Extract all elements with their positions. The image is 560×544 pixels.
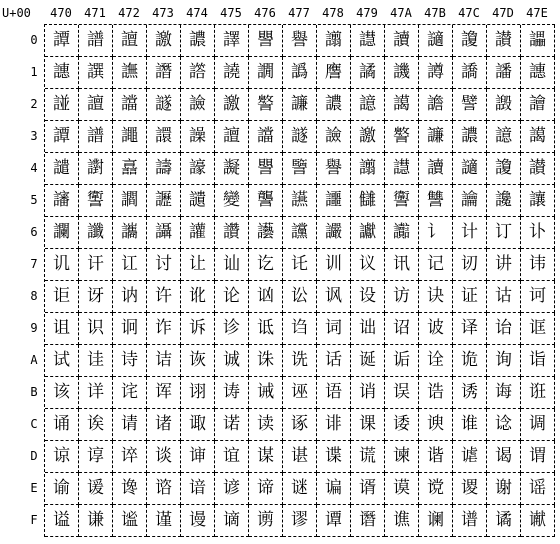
- glyph-cell: 谣: [521, 473, 555, 505]
- glyph-cell: 诖: [79, 345, 113, 377]
- glyph-cell: 诡: [453, 345, 487, 377]
- column-header: 47B: [424, 6, 446, 20]
- glyph-cell: 讉: [181, 185, 215, 217]
- glyph-cell: 讹: [181, 281, 215, 313]
- glyph-cell: 诉: [181, 313, 215, 345]
- column-header: 471: [84, 6, 106, 20]
- glyph-cell: 讖: [79, 217, 113, 249]
- glyph-cell: 诠: [419, 345, 453, 377]
- glyph-cell: 谁: [453, 409, 487, 441]
- glyph-cell: 谰: [419, 505, 453, 537]
- glyph-cell: 谦: [79, 505, 113, 537]
- glyph-cell: 诇: [113, 313, 147, 345]
- glyph-cell: 譽: [317, 153, 351, 185]
- glyph-cell: 诧: [113, 377, 147, 409]
- glyph-cell: 譬: [453, 89, 487, 121]
- glyph-cell: 讌: [283, 185, 317, 217]
- glyph-cell: 诐: [419, 313, 453, 345]
- glyph-cell: 讅: [45, 185, 79, 217]
- glyph-cell: 谏: [385, 441, 419, 473]
- glyph-cell: 譽: [283, 25, 317, 57]
- row-header: 8: [30, 289, 38, 303]
- glyph-cell: 诳: [521, 377, 555, 409]
- glyph-cell: 讁: [453, 153, 487, 185]
- glyph-cell: 诏: [385, 313, 419, 345]
- glyph-cell: 譨: [181, 25, 215, 57]
- glyph-cell: 谢: [487, 473, 521, 505]
- glyph-cell: 讯: [385, 249, 419, 281]
- glyph-cell: 谥: [45, 505, 79, 537]
- glyph-cell: 诙: [181, 345, 215, 377]
- glyph-cell: 讦: [79, 249, 113, 281]
- glyph-cell: 谉: [181, 441, 215, 473]
- column-header: 475: [220, 6, 242, 20]
- glyph-cell: 谞: [351, 473, 385, 505]
- glyph-cell: 讵: [45, 281, 79, 313]
- glyph-cell: 谳: [521, 505, 555, 537]
- glyph-cell: 讧: [113, 249, 147, 281]
- glyph-cell: 许: [147, 281, 181, 313]
- glyph-cell: 譚: [45, 25, 79, 57]
- glyph-cell: 诩: [181, 377, 215, 409]
- glyph-cell: 诓: [521, 313, 555, 345]
- glyph-cell: 诂: [487, 281, 521, 313]
- glyph-cell: 譝: [113, 121, 147, 153]
- column-header: 47E: [526, 6, 548, 20]
- glyph-cell: 譺: [215, 153, 249, 185]
- glyph-cell: 谧: [113, 505, 147, 537]
- glyph-cell: 讃: [521, 153, 555, 185]
- glyph-cell: 谙: [181, 473, 215, 505]
- glyph-cell: 譤: [147, 25, 181, 57]
- glyph-cell: 譵: [79, 153, 113, 185]
- glyph-cell: 譪: [521, 121, 555, 153]
- glyph-cell: 變: [215, 185, 249, 217]
- row-header: 1: [30, 65, 38, 79]
- glyph-cell: 谀: [419, 409, 453, 441]
- glyph-cell: 譖: [147, 57, 181, 89]
- glyph-cell: 诋: [249, 313, 283, 345]
- row-header: F: [30, 513, 38, 527]
- glyph-cell: 谕: [45, 473, 79, 505]
- glyph-cell: 诿: [385, 409, 419, 441]
- glyph-cell: 谍: [317, 441, 351, 473]
- glyph-cell: 谗: [113, 473, 147, 505]
- glyph-cell: 调: [521, 409, 555, 441]
- glyph-cell: 讝: [317, 217, 351, 249]
- glyph-cell: 讘: [147, 217, 181, 249]
- glyph-cell: 话: [317, 345, 351, 377]
- glyph-cell: 譩: [487, 121, 521, 153]
- glyph-cell: 诅: [45, 313, 79, 345]
- glyph-cell: 讲: [487, 249, 521, 281]
- glyph-cell: 谂: [487, 409, 521, 441]
- glyph-cell: 讠: [419, 217, 453, 249]
- glyph-cell: 譓: [45, 57, 79, 89]
- glyph-cell: 譌: [283, 57, 317, 89]
- glyph-cell: 诵: [45, 409, 79, 441]
- glyph-cell: 讂: [487, 153, 521, 185]
- glyph-cell: 讱: [453, 249, 487, 281]
- glyph-cell: 谆: [79, 441, 113, 473]
- glyph-cell: 譞: [147, 121, 181, 153]
- glyph-cell: 譹: [181, 153, 215, 185]
- glyph-cell: 讷: [113, 281, 147, 313]
- glyph-cell: 讟: [385, 217, 419, 249]
- glyph-cell: 讬: [283, 249, 317, 281]
- glyph-cell: 议: [351, 249, 385, 281]
- glyph-cell: 讎: [351, 185, 385, 217]
- glyph-cell: 该: [45, 377, 79, 409]
- glyph-cell: 譻: [249, 153, 283, 185]
- glyph-cell: 譥: [385, 121, 419, 153]
- glyph-cell: 譨: [453, 121, 487, 153]
- glyph-cell: 讜: [283, 217, 317, 249]
- glyph-cell: 误: [385, 377, 419, 409]
- glyph-cell: 详: [79, 377, 113, 409]
- glyph-cell: 谌: [283, 441, 317, 473]
- glyph-cell: 谋: [249, 441, 283, 473]
- glyph-cell: 试: [45, 345, 79, 377]
- row-header: B: [30, 385, 38, 399]
- glyph-cell: 譍: [317, 57, 351, 89]
- glyph-cell: 讋: [249, 185, 283, 217]
- glyph-cell: 谚: [215, 473, 249, 505]
- glyph-cell: 譠: [113, 25, 147, 57]
- glyph-cell: 譪: [385, 89, 419, 121]
- glyph-cell: 诽: [317, 409, 351, 441]
- row-header: A: [30, 353, 38, 367]
- column-header: 473: [152, 6, 174, 20]
- glyph-cell: 诊: [215, 313, 249, 345]
- character-grid: [44, 24, 555, 537]
- glyph-cell: 谖: [79, 473, 113, 505]
- glyph-cell: 譫: [419, 89, 453, 121]
- glyph-cell: 讚: [215, 217, 249, 249]
- glyph-cell: 譜: [79, 121, 113, 153]
- glyph-cell: 谛: [249, 473, 283, 505]
- glyph-cell: 譠: [215, 121, 249, 153]
- glyph-cell: 谠: [419, 473, 453, 505]
- glyph-cell: 讓: [521, 185, 555, 217]
- glyph-cell: 谊: [215, 441, 249, 473]
- column-header: 472: [118, 6, 140, 20]
- glyph-cell: 譚: [45, 121, 79, 153]
- glyph-cell: 谈: [147, 441, 181, 473]
- glyph-cell: 譑: [453, 57, 487, 89]
- glyph-cell: 讃: [487, 25, 521, 57]
- glyph-cell: 譿: [385, 153, 419, 185]
- glyph-cell: 譡: [249, 121, 283, 153]
- row-header: 3: [30, 129, 38, 143]
- glyph-cell: 诼: [283, 409, 317, 441]
- glyph-cell: 谨: [147, 505, 181, 537]
- glyph-cell: 讂: [453, 25, 487, 57]
- glyph-cell: 诲: [487, 377, 521, 409]
- glyph-cell: 譤: [215, 89, 249, 121]
- column-header: 474: [186, 6, 208, 20]
- glyph-cell: 诣: [521, 345, 555, 377]
- glyph-cell: 谱: [453, 505, 487, 537]
- glyph-cell: 讗: [113, 217, 147, 249]
- glyph-cell: 诞: [351, 345, 385, 377]
- column-header: 477: [288, 6, 310, 20]
- glyph-cell: 讐: [419, 185, 453, 217]
- glyph-cell: 诰: [419, 377, 453, 409]
- glyph-cell: 讀: [419, 153, 453, 185]
- glyph-cell: 谝: [317, 473, 351, 505]
- glyph-cell: 讒: [487, 185, 521, 217]
- column-header: 478: [322, 6, 344, 20]
- row-header: 6: [30, 225, 38, 239]
- glyph-cell: 讀: [385, 25, 419, 57]
- row-header: 7: [30, 257, 38, 271]
- glyph-cell: 诪: [215, 377, 249, 409]
- glyph-cell: 譐: [419, 57, 453, 89]
- glyph-cell: 诃: [521, 281, 555, 313]
- glyph-cell: 谇: [113, 441, 147, 473]
- row-header: 5: [30, 193, 38, 207]
- glyph-cell: 譋: [249, 57, 283, 89]
- glyph-cell: 譸: [147, 153, 181, 185]
- glyph-cell: 讕: [45, 217, 79, 249]
- glyph-cell: 讁: [419, 25, 453, 57]
- glyph-cell: 课: [351, 409, 385, 441]
- glyph-cell: 讇: [113, 185, 147, 217]
- glyph-cell: 譗: [181, 57, 215, 89]
- row-header: C: [30, 417, 38, 431]
- glyph-cell: 谭: [317, 505, 351, 537]
- glyph-cell: 譢: [147, 89, 181, 121]
- glyph-cell: 讽: [317, 281, 351, 313]
- glyph-cell: 譯: [215, 25, 249, 57]
- row-header: D: [30, 449, 38, 463]
- glyph-cell: 譡: [113, 89, 147, 121]
- corner-label: U+00: [2, 6, 31, 20]
- glyph-cell: 请: [113, 409, 147, 441]
- glyph-cell: 论: [215, 281, 249, 313]
- glyph-cell: 譏: [385, 57, 419, 89]
- glyph-cell: 讄: [521, 25, 555, 57]
- glyph-cell: 谯: [385, 505, 419, 537]
- glyph-cell: 订: [487, 217, 521, 249]
- glyph-cell: 譠: [79, 89, 113, 121]
- glyph-cell: 譧: [419, 121, 453, 153]
- glyph-cell: 记: [419, 249, 453, 281]
- glyph-cell: 诨: [147, 377, 181, 409]
- glyph-cell: 讛: [249, 217, 283, 249]
- glyph-cell: 诸: [147, 409, 181, 441]
- glyph-cell: 诘: [147, 345, 181, 377]
- glyph-cell: 谟: [385, 473, 419, 505]
- glyph-cell: 诹: [181, 409, 215, 441]
- glyph-cell: 谡: [453, 473, 487, 505]
- glyph-cell: 譭: [487, 89, 521, 121]
- glyph-cell: 讼: [283, 281, 317, 313]
- glyph-cell: 譿: [351, 25, 385, 57]
- glyph-cell: 计: [453, 217, 487, 249]
- glyph-cell: 诟: [385, 345, 419, 377]
- glyph-cell: 谎: [351, 441, 385, 473]
- glyph-cell: 译: [453, 313, 487, 345]
- glyph-cell: 譾: [351, 153, 385, 185]
- glyph-cell: 诗: [113, 345, 147, 377]
- glyph-cell: 诬: [283, 377, 317, 409]
- glyph-cell: 譶: [113, 153, 147, 185]
- glyph-cell: 谑: [453, 441, 487, 473]
- glyph-cell: 諩: [45, 89, 79, 121]
- glyph-cell: 让: [181, 249, 215, 281]
- glyph-cell: 讏: [385, 185, 419, 217]
- glyph-cell: 譊: [215, 57, 249, 89]
- glyph-cell: 譜: [79, 25, 113, 57]
- glyph-cell: 谪: [215, 505, 249, 537]
- row-header: 9: [30, 321, 38, 335]
- glyph-cell: 讫: [249, 249, 283, 281]
- glyph-cell: 谮: [351, 505, 385, 537]
- glyph-cell: 谲: [487, 505, 521, 537]
- glyph-cell: 语: [317, 377, 351, 409]
- glyph-cell: 询: [487, 345, 521, 377]
- column-header: 470: [50, 6, 72, 20]
- column-header: 479: [356, 6, 378, 20]
- glyph-cell: 譥: [249, 89, 283, 121]
- glyph-cell: 譢: [283, 121, 317, 153]
- glyph-cell: 譼: [283, 153, 317, 185]
- glyph-cell: 譨: [317, 89, 351, 121]
- row-header: 4: [30, 161, 38, 175]
- glyph-cell: 设: [351, 281, 385, 313]
- glyph-cell: 诺: [215, 409, 249, 441]
- glyph-cell: 譾: [317, 25, 351, 57]
- glyph-cell: 譓: [521, 57, 555, 89]
- glyph-cell: 譒: [487, 57, 521, 89]
- column-header: 476: [254, 6, 276, 20]
- glyph-cell: 诮: [351, 377, 385, 409]
- glyph-cell: 讈: [147, 185, 181, 217]
- glyph-cell: 识: [79, 313, 113, 345]
- glyph-cell: 诈: [147, 313, 181, 345]
- glyph-cell: 讙: [181, 217, 215, 249]
- glyph-cell: 训: [317, 249, 351, 281]
- glyph-cell: 谩: [181, 505, 215, 537]
- column-header: 47A: [390, 6, 412, 20]
- glyph-cell: 讻: [249, 281, 283, 313]
- glyph-cell: 诛: [249, 345, 283, 377]
- glyph-cell: 讞: [351, 217, 385, 249]
- glyph-cell: 讪: [215, 249, 249, 281]
- glyph-cell: 讆: [79, 185, 113, 217]
- glyph-cell: 譟: [181, 121, 215, 153]
- glyph-cell: 读: [249, 409, 283, 441]
- glyph-cell: 谜: [283, 473, 317, 505]
- glyph-cell: 诒: [487, 313, 521, 345]
- glyph-cell: 词: [317, 313, 351, 345]
- row-header: 0: [30, 33, 38, 47]
- glyph-cell: 譮: [521, 89, 555, 121]
- glyph-cell: 诌: [283, 313, 317, 345]
- glyph-cell: 譩: [351, 89, 385, 121]
- glyph-cell: 谬: [283, 505, 317, 537]
- glyph-cell: 证: [453, 281, 487, 313]
- glyph-cell: 诀: [419, 281, 453, 313]
- glyph-cell: 讶: [79, 281, 113, 313]
- glyph-cell: 譧: [283, 89, 317, 121]
- glyph-cell: 诫: [249, 377, 283, 409]
- glyph-cell: 譣: [317, 121, 351, 153]
- glyph-cell: 诚: [215, 345, 249, 377]
- glyph-cell: 谐: [419, 441, 453, 473]
- glyph-cell: 诜: [283, 345, 317, 377]
- glyph-cell: 譕: [113, 57, 147, 89]
- glyph-cell: 谅: [45, 441, 79, 473]
- glyph-cell: 譻: [249, 25, 283, 57]
- glyph-cell: 譔: [79, 57, 113, 89]
- row-header: E: [30, 481, 38, 495]
- glyph-cell: 譎: [351, 57, 385, 89]
- glyph-cell: 访: [385, 281, 419, 313]
- column-header: 47D: [492, 6, 514, 20]
- glyph-cell: 诱: [453, 377, 487, 409]
- glyph-cell: 譴: [45, 153, 79, 185]
- glyph-cell: 讳: [521, 249, 555, 281]
- row-header: 2: [30, 97, 38, 111]
- glyph-cell: 谒: [487, 441, 521, 473]
- glyph-cell: 讨: [147, 249, 181, 281]
- glyph-cell: 谫: [249, 505, 283, 537]
- glyph-cell: 譤: [351, 121, 385, 153]
- column-header: 47C: [458, 6, 480, 20]
- glyph-cell: 譣: [181, 89, 215, 121]
- glyph-cell: 讍: [317, 185, 351, 217]
- glyph-cell: 谓: [521, 441, 555, 473]
- glyph-cell: 诎: [351, 313, 385, 345]
- glyph-cell: 讣: [521, 217, 555, 249]
- glyph-cell: 谘: [147, 473, 181, 505]
- glyph-cell: 诶: [79, 409, 113, 441]
- glyph-cell: 讥: [45, 249, 79, 281]
- glyph-cell: 讑: [453, 185, 487, 217]
